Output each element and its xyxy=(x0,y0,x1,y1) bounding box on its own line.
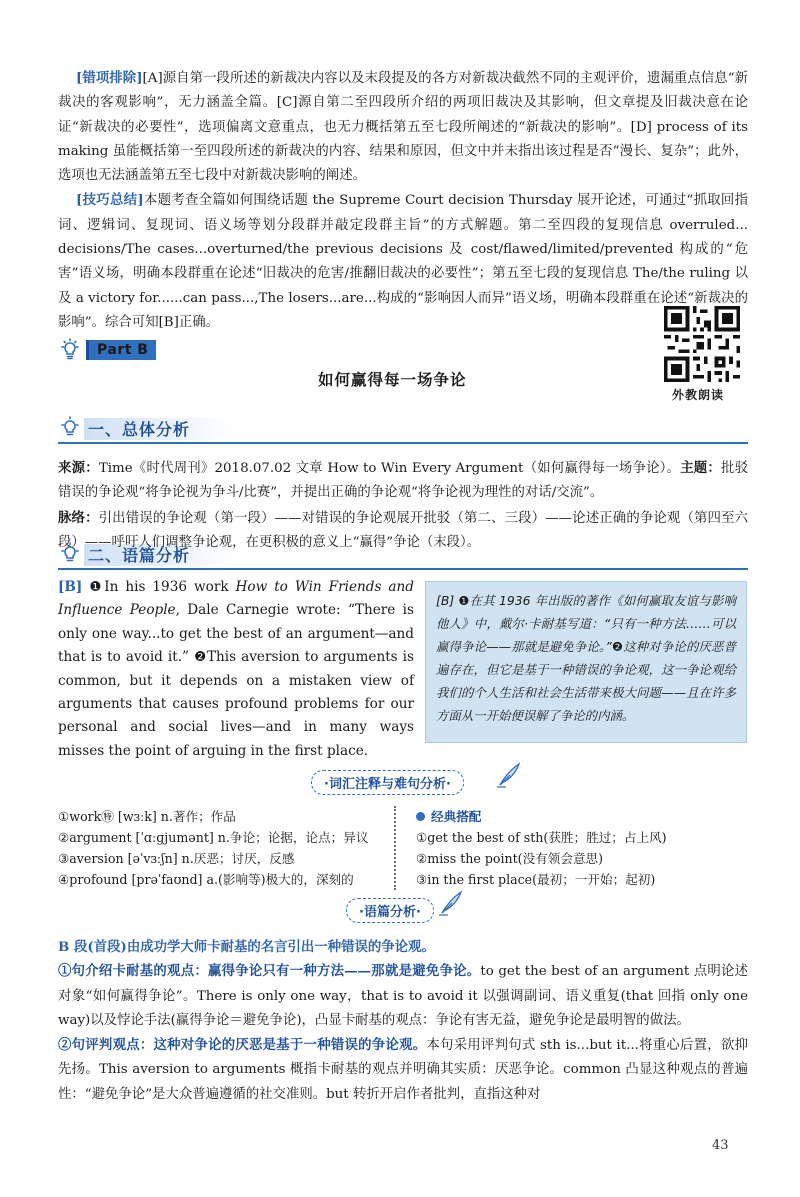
vocab-item: ①work㊕ [wɜːk] n.著作；作品 xyxy=(58,809,236,824)
section-overall-analysis-title: 一、总体分析 xyxy=(88,419,191,439)
analysis-section-label: ·语篇分析· xyxy=(346,898,434,923)
wrong-options-paragraph xyxy=(58,66,748,188)
vocab-section-label: ·词汇注释与难句分析· xyxy=(311,770,464,795)
article-title: 如何赢得每一场争论 xyxy=(318,371,467,389)
source-and-topic xyxy=(58,456,748,506)
qr-caption: 外教朗读 xyxy=(672,388,725,402)
sentence-1-number: ❶ xyxy=(89,579,105,595)
qr-code-icon[interactable] xyxy=(664,306,740,382)
section-overall-analysis-heading xyxy=(58,414,748,444)
lightbulb-icon xyxy=(58,542,82,566)
vocab-item: ③aversion [əˈvɜːʃn] n.厌恶；讨厌，反感 xyxy=(58,851,295,866)
collocation-title: 经典搭配 xyxy=(431,809,482,824)
collocation-item: ③in the first place(最初；一开始；起初) xyxy=(416,872,656,887)
bullet-dot-icon xyxy=(416,812,425,821)
sentence-2-number: ❷ xyxy=(194,649,207,666)
quill-pen-icon xyxy=(496,762,522,788)
collocation-list xyxy=(416,806,748,890)
passage-chinese-translation: [B] ❶在其 1936 年出版的著作《如何赢取友谊与影响他人》中，戴尔·卡耐基写道：“只有一种方法……可以赢得争论——那就是避免争论。”❷这种对争论的厌恶普遍存在，但它是基于一种错误的争论观，这一争论观给我们的个人生活和社会生活带来极大问题——且在许多方面从一开始便误解了争论的内涵。 xyxy=(425,581,747,743)
discourse-analysis-content xyxy=(58,935,748,1107)
analysis-sentence-2-body: 本句采用评判句式 sth is...but it...将重心后置，欲抑先扬。This aversion to arguments 概指卡耐基的观点并明确其实质：厌恶争论。common 凸显这种观点的普遍性：“避免争论”是大众普遍遵循的社交准则。but 转折开启作者批判，直指这种对 xyxy=(58,1038,748,1102)
technique-summary-label: [技巧总结] xyxy=(76,192,144,209)
source-label: 来源： xyxy=(58,460,99,476)
vocab-divider xyxy=(394,806,402,890)
collocation-item: ②miss the point(没有领会意思) xyxy=(416,851,604,866)
analysis-intro: B 段(首段)由成功学大师卡耐基的名言引出一种错误的争论观。 xyxy=(58,939,435,955)
structure-text: 引出错误的争论观（第一段）——对错误的争论观展开批驳（第二、三段）——论述正确的争论观（第四至六段）——呼吁人们调整争论观，在更积极的意义上“赢得”争论（末段）。 xyxy=(58,510,749,550)
vocab-list xyxy=(58,806,388,890)
part-b-badge xyxy=(58,338,156,362)
sentence-1-post: , Dale Carnegie wrote: “There is only one way...to get the best of an argument—and that is to avoid it.” xyxy=(58,602,414,666)
lightbulb-icon xyxy=(58,416,82,440)
technique-summary-paragraph xyxy=(58,188,748,335)
analysis-sentence-1 xyxy=(58,959,748,1033)
quill-pen-icon xyxy=(438,890,464,916)
sentence-2: This aversion to arguments is common, but it depends on a mistaken view of arguments that causes profound problems for our personal and social lives—and in many ways misses the point of arguing in the first place. xyxy=(58,649,415,759)
analysis-sentence-2 xyxy=(58,1033,748,1107)
lightbulb-icon xyxy=(58,338,82,362)
part-b-label: Part B xyxy=(86,340,156,360)
topic-text: 批驳错误的争论观“将争论视为争斗/比赛”，并提出正确的争论观“将争论视为理性的对话/交流”。 xyxy=(58,461,749,501)
collocation-item: ①get the best of sth(获胜；胜过；占上风) xyxy=(416,830,667,845)
passage-tag: [B] xyxy=(58,579,83,595)
top-explanation-section xyxy=(58,66,748,335)
vocab-item: ④profound [prəˈfaʊnd] a.(影响等)极大的，深刻的 xyxy=(58,872,354,887)
part-b-header xyxy=(58,322,748,404)
section-discourse-analysis-title: 二、语篇分析 xyxy=(88,545,191,565)
vocab-item: ②argument [ˈɑːɡjumənt] n.争论；论据，论点；异议 xyxy=(58,830,369,845)
section-discourse-analysis-heading xyxy=(58,540,748,570)
book-title: How to Win Friends and Influence People xyxy=(58,579,414,619)
source-text: Time《时代周刊》2018.07.02 文章 How to Win Every Argument（如何赢得每一场争论）。 xyxy=(98,461,681,476)
technique-summary-text: 本题考查全篇如何围绕话题 the Supreme Court decision Thursday 展开论述，可通过“抓取回指词、逻辑词、复现词、语义场等划分段群并敲定段群主旨”的方式解题。第二至四段的复现信息 overruled... decisions/The cases...overturned/the previous decisions 及 cost/flawed/limited/prevented 构成的“危害”语义场，明确本段群重在论述“旧裁决的危害/推翻旧裁决的必要性”；第五至七段的复现信息 The/the ruling 以及 a victory for......can pass...,The losers...are...构成的“影响因人而异”语义场，明确本段群重在论述“新裁决的影响”。综合可知[B]正确。 xyxy=(58,193,748,330)
analysis-sentence-2-head: ②句评判观点：这种对争论的厌恶是基于一种错误的争论观。 xyxy=(58,1037,427,1054)
passage-english xyxy=(58,576,414,763)
analysis-sentence-1-body: to get the best of an argument 点明论述对象“如何赢得争论”。There is only one way，that is to avoid it 以强调副词、语义重复(that 回指 only one way)以及悖论手法(赢得争论＝避免争论)，凸显卡耐基的观点：争论有害无益，避免争论是最明智的做法。 xyxy=(58,964,748,1028)
sentence-1-pre: In his 1936 work xyxy=(104,579,236,595)
page-number: 43 xyxy=(712,1138,729,1153)
topic-label: 主题： xyxy=(680,460,722,476)
wrong-options-label: [错项排除] xyxy=(76,70,143,86)
wrong-options-text: [A]源自第一段所述的新裁决内容以及末段提及的各方对新裁决截然不同的主观评价，遗漏重点信息“新裁决的客观影响”，无力涵盖全篇。[C]源自第二至四段所介绍的两项旧裁决及其影响，但文章提及旧裁决意在论证“新裁决的必要性”，选项偏离文意重点，也无力概括第五至七段所阐述的“新裁决的影响”。[D] process of its making 虽能概括第一至四段所述的新裁决的内容、结果和原因，但文中并未指出该过程是否“漫长、复杂”；此外，选项也无法涵盖第五至七段中对新裁决影响的阐述。 xyxy=(58,71,748,184)
collocation-title-row xyxy=(416,806,748,827)
structure-label: 脉络： xyxy=(58,509,99,526)
analysis-sentence-1-head: ①句介绍卡耐基的观点：赢得争论只有一种方法——那就是避免争论。 xyxy=(58,963,481,980)
